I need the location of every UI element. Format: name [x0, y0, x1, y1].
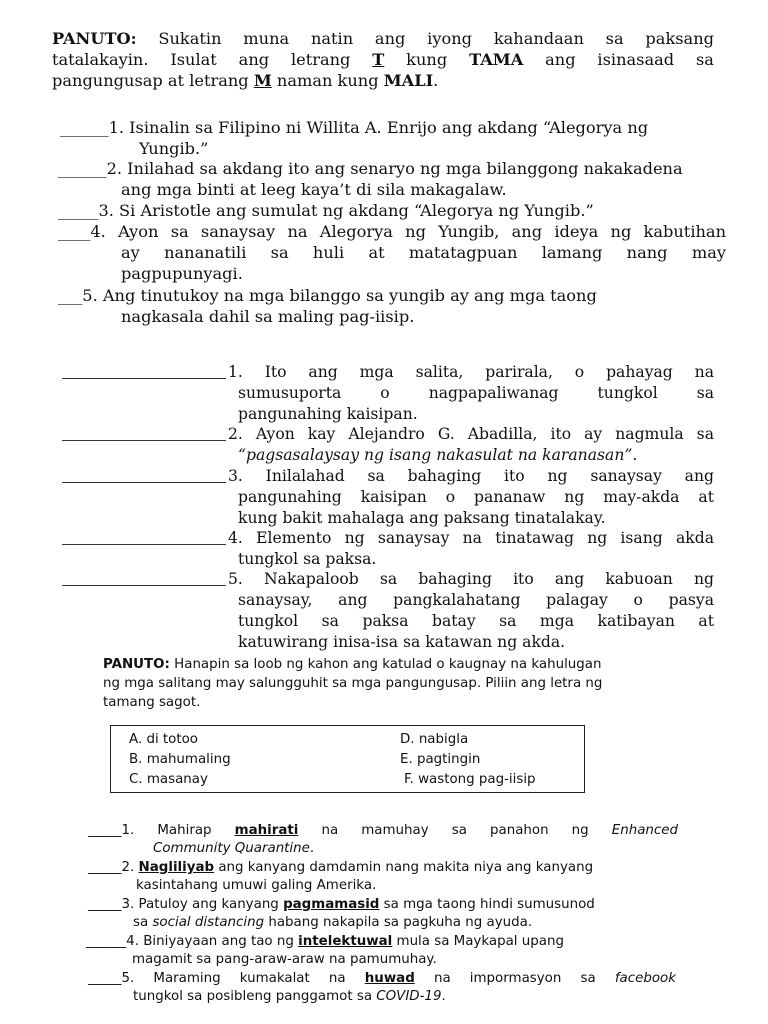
option-d: D. nabigla [400, 732, 469, 747]
tf-item-text: ang mga binti at leeg kaya’t di sila makagalaw. [121, 180, 507, 199]
part3-instruction-row-2: ng mga salitang may salungguhit sa mga pangungusap. Piliin ang letra ng [103, 676, 603, 691]
identification-item-1 [228, 362, 714, 425]
vocab-item-4 [86, 933, 646, 969]
part1-instruction-row-2b: kung [406, 50, 448, 69]
item-row: 2. Ayon kay Alejandro G. Abadilla, ito ay nagmula sa [228, 425, 714, 443]
identification-item-5 [228, 569, 714, 653]
item-text: kasintahang umuwi galing Amerika. [136, 878, 377, 893]
item-row: sanaysay, ang pangkalahatang palagay o pasya [238, 591, 714, 609]
item-text: 5. Maraming kumakalat na [121, 971, 365, 986]
answer-line-5[interactable] [62, 585, 226, 586]
tf-item-text: 3. Si Aristotle ang sumulat ng akdang “Alegorya ng Yungib.” [98, 201, 594, 220]
vocab-item-3 [88, 896, 678, 932]
vocab-item-5 [88, 970, 676, 1006]
item-text: 1. Mahirap [121, 823, 235, 838]
answer-blank[interactable]: ______ [60, 118, 109, 137]
item-text: tungkol sa posibleng panggamot sa [133, 989, 377, 1004]
part1-instruction-row-1: Sukatin muna natin ang iyong kahandaan sa paksang [158, 29, 714, 48]
item-text: 3. Patuloy ang kanyang [121, 897, 284, 912]
item-text: na impormasyon sa [414, 971, 615, 986]
item-text: mula sa Maykapal upang [392, 934, 564, 949]
answer-line-3[interactable] [62, 482, 226, 483]
tf-item-text: nagkasala dahil sa maling pag-iisip. [121, 307, 415, 326]
option-a: A. di totoo [129, 732, 198, 747]
part3-instruction [103, 655, 680, 712]
identification-item-4 [228, 528, 714, 570]
identification-item-2 [228, 424, 714, 466]
tf-item-1 [60, 117, 715, 159]
answer-blank[interactable]: ______ [86, 934, 127, 949]
option-e: E. pagtingin [400, 752, 481, 767]
answer-line-4[interactable] [62, 544, 226, 545]
underlined-word: mahirati [234, 823, 299, 838]
item-text: sa mga taong hindi sumusunod [379, 897, 595, 912]
item-row: tungkol sa paksa batay sa mga katibayan at [238, 612, 714, 630]
tf-item-text: 2. Inilahad sa akdang ito ang senaryo ng mga bilanggong nakakadena [106, 159, 683, 178]
item-row: pangunahing kaisipan. [238, 405, 418, 423]
answer-line-2[interactable] [62, 440, 226, 441]
item-italic: Community Quarantine [153, 841, 310, 856]
item-italic: COVID-19 [376, 989, 442, 1004]
word-tama: TAMA [469, 50, 524, 69]
answer-blank[interactable]: _____ [88, 823, 122, 838]
period: . [433, 71, 439, 90]
answer-line-1[interactable] [62, 378, 226, 379]
letter-t: T [372, 50, 385, 69]
answer-blank[interactable]: _____ [88, 897, 122, 912]
underlined-word: huwad [364, 971, 415, 986]
answer-blank[interactable]: _____ [58, 201, 99, 220]
item-text: . [309, 841, 315, 856]
item-row: “pagsasalaysay ng isang nakasulat na karanasan”. [238, 446, 638, 464]
item-row: tungkol sa paksa. [238, 550, 377, 568]
underlined-word: pagmamasid [283, 897, 380, 912]
answer-blank[interactable]: _____ [88, 971, 122, 986]
item-italic: facebook [614, 971, 676, 986]
item-row: sumusuporta o nagpapaliwanag tungkol sa [238, 384, 714, 402]
tf-item-5 [58, 285, 718, 327]
answer-blank[interactable]: ______ [58, 159, 107, 178]
tf-item-text: Yungib.” [139, 139, 209, 158]
underlined-word: intelektuwal [298, 934, 393, 949]
answer-blank[interactable]: ___ [58, 286, 83, 305]
item-text: magamit sa pang-araw-araw na pamumuhay. [132, 952, 437, 967]
item-text: na mamuhay sa panahon ng [298, 823, 612, 838]
item-text: . [441, 989, 446, 1004]
part1-label: PANUTO: [52, 29, 137, 48]
tf-item-text: ay nananatili sa huli at matatagpuan lamang nang may [121, 243, 726, 262]
item-italic: Enhanced [611, 823, 678, 838]
tf-item-4 [58, 221, 726, 284]
tf-item-text: 5. Ang tinutukoy na mga bilanggo sa yungib ay ang mga taong [82, 286, 597, 305]
identification-item-3 [228, 466, 714, 529]
item-row: kung bakit mahalaga ang paksang tinatalakay. [238, 509, 606, 527]
word-mali: MALI [383, 71, 434, 90]
item-text: ang kanyang damdamin nang makita niya ang kanyang [214, 860, 594, 875]
part1-instruction-row-2c: ang isinasaad sa [545, 50, 714, 69]
item-row: katuwirang inisa-isa sa katawan ng akda. [238, 633, 566, 651]
underlined-word: Nagliliyab [138, 860, 215, 875]
item-text: sa [133, 915, 153, 930]
item-text: 4. Biniyayaan ang tao ng [126, 934, 299, 949]
vocab-item-2 [88, 859, 663, 895]
item-row: 4. Elemento ng sanaysay na tinatawag ng isang akda [228, 529, 714, 547]
tf-item-text: 1. Isinalin sa Filipino ni Willita A. Enrijo ang akdang “Alegorya ng [108, 118, 649, 137]
part1-instruction [52, 28, 714, 91]
tf-item-2 [58, 158, 718, 200]
part1-instruction-row-3a: pangungusap at letrang [52, 71, 249, 90]
part3-instruction-row-3: tamang sagot. [103, 695, 201, 710]
item-row: 3. Inilalahad sa bahaging ito ng sanaysay ang [228, 467, 714, 485]
tf-item-3 [58, 200, 718, 221]
item-row: pangunahing kaisipan o pananaw ng may-akda at [238, 488, 714, 506]
part1-instruction-row-3b: naman kung [276, 71, 379, 90]
choices-box [110, 725, 585, 793]
option-b: B. mahumaling [129, 752, 231, 767]
part3-label: PANUTO: [103, 657, 170, 672]
letter-m: M [253, 71, 272, 90]
option-c: C. masanay [129, 772, 208, 787]
item-text: 2. [121, 860, 139, 875]
option-f: F. wastong pag-iisip [404, 772, 536, 787]
tf-item-text: pagpupunyagi. [121, 264, 243, 283]
item-row: 1. Ito ang mga salita, parirala, o pahayag na [228, 363, 714, 381]
tf-item-text: 4. Ayon sa sanaysay na Alegorya ng Yungib, ang ideya ng kabutihan [90, 222, 726, 241]
part3-instruction-row-1: Hanapin sa loob ng kahon ang katulad o kaugnay na kahulugan [174, 657, 602, 672]
vocab-item-1 [88, 822, 678, 858]
answer-blank[interactable]: ____ [58, 222, 91, 241]
part1-instruction-row-2a: tatalakayin. Isulat ang letrang [52, 50, 351, 69]
item-text: habang nakapila sa pagkuha ng ayuda. [264, 915, 533, 930]
item-row: 5. Nakapaloob sa bahaging ito ang kabuoan ng [228, 570, 714, 588]
item-italic: social distancing [152, 915, 265, 930]
answer-blank[interactable]: _____ [88, 860, 122, 875]
